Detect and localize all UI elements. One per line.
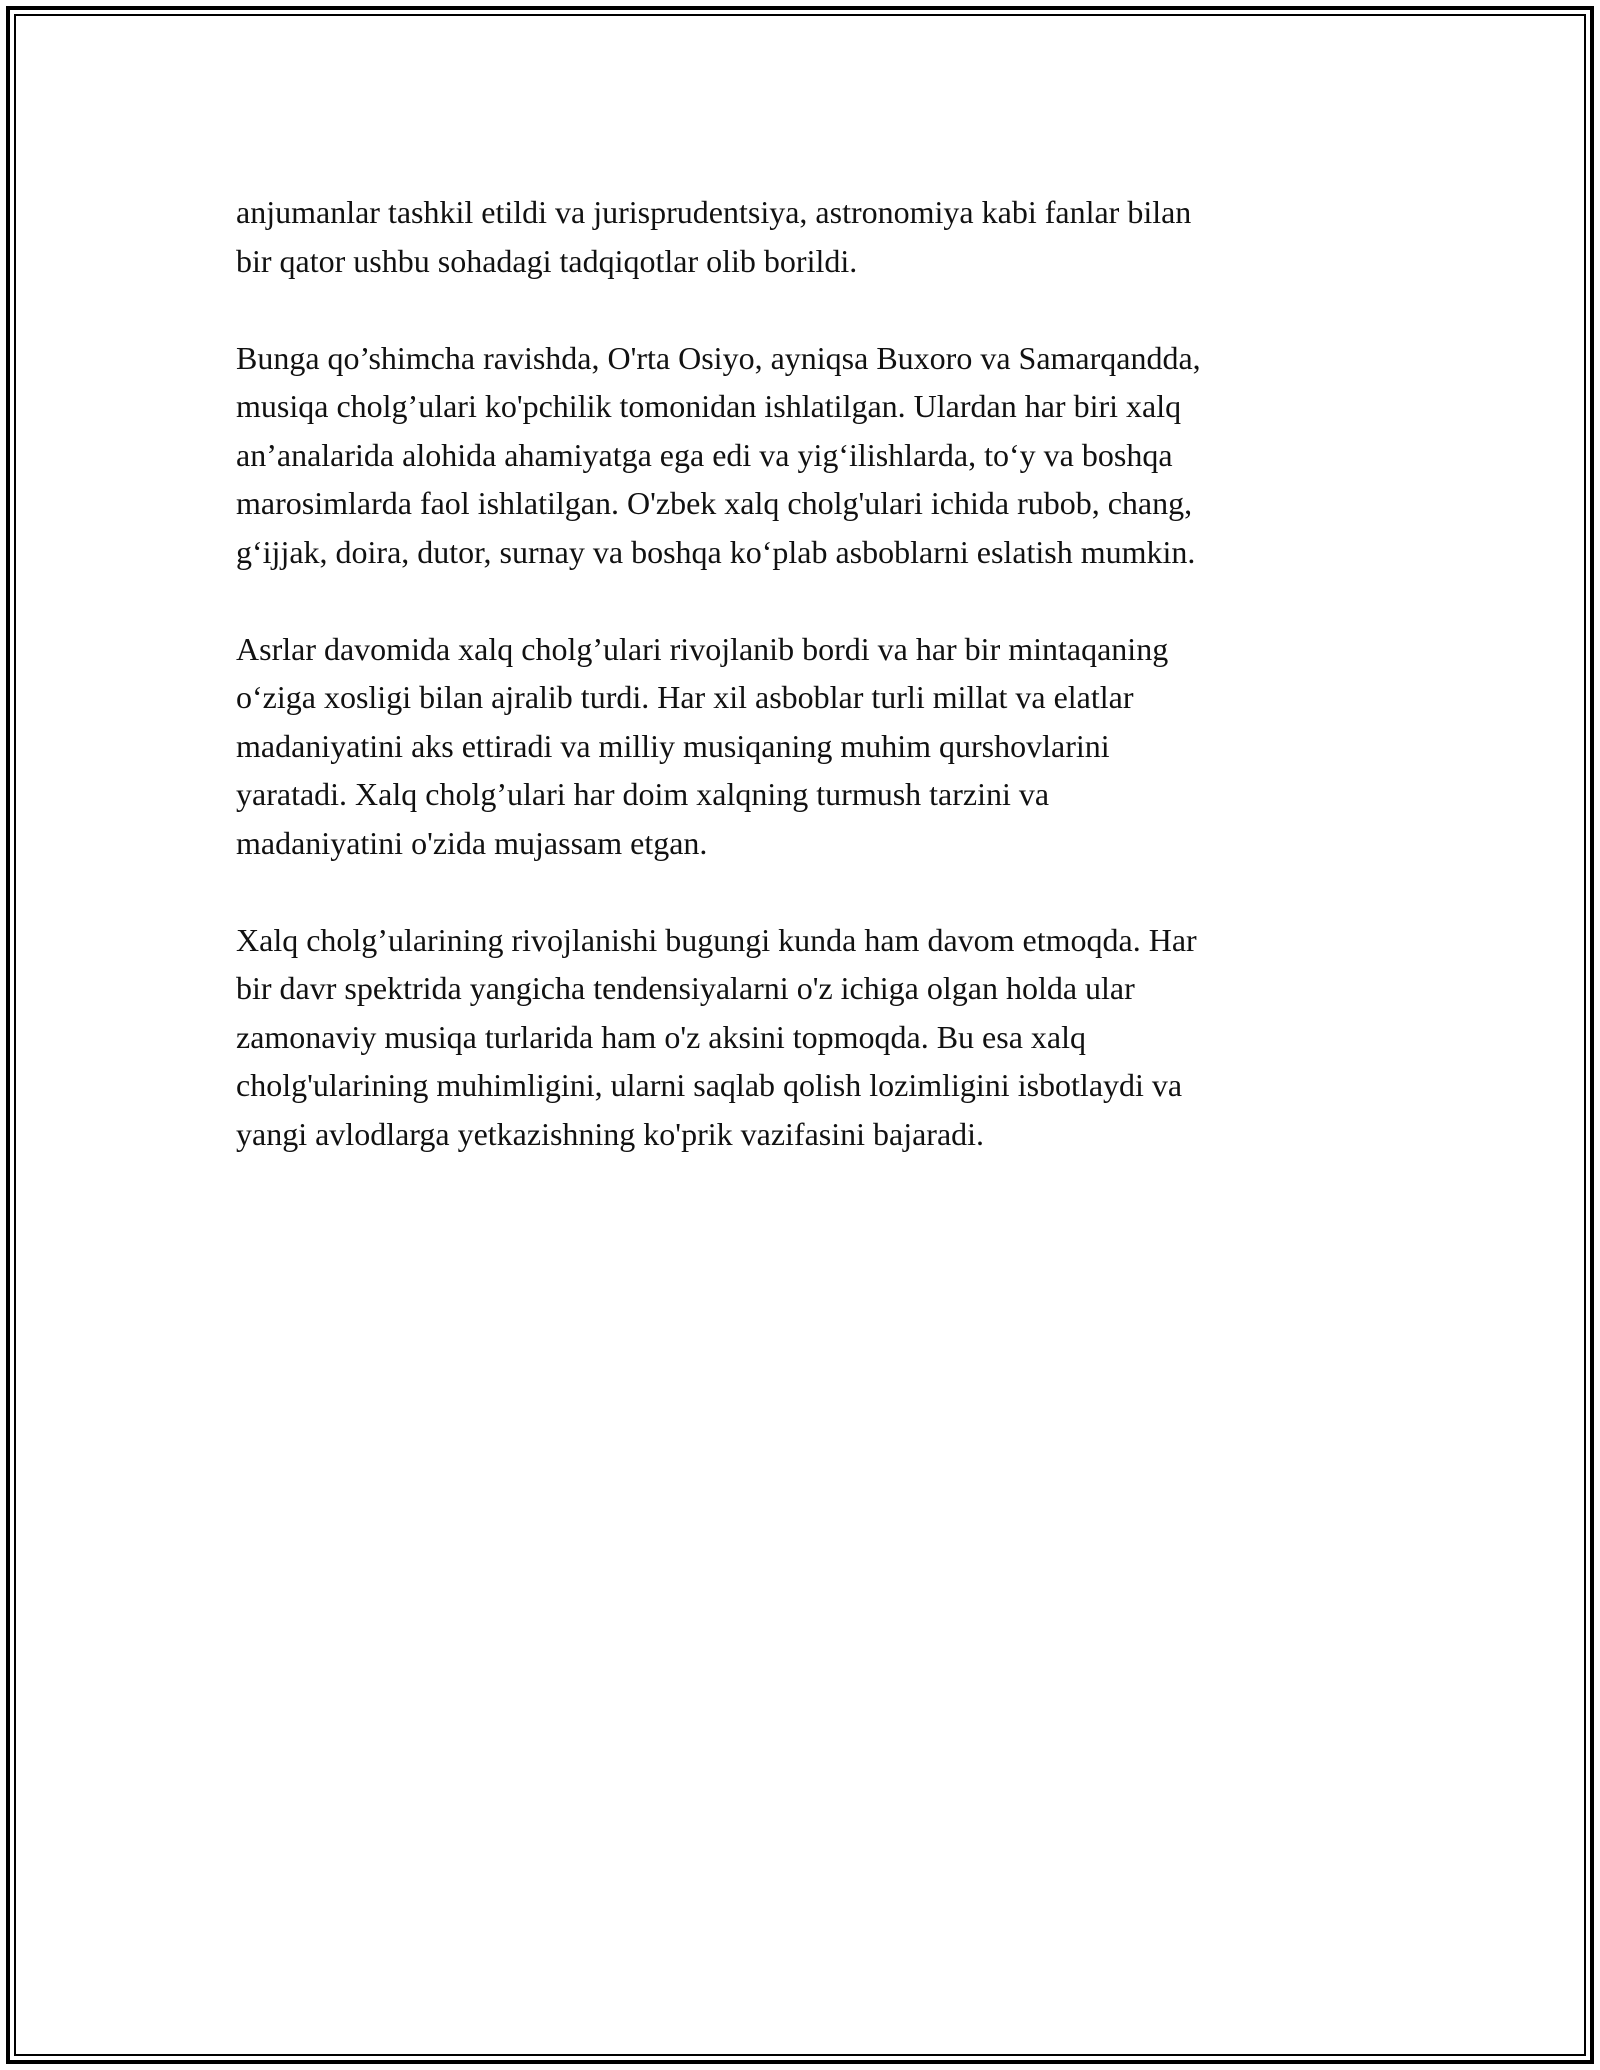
text-line: Xalq cholg’ularining rivojlanishi bugungi kunda ham davom etmoqda. Har xyxy=(236,921,1197,958)
text-line: marosimlarda faol ishlatilgan. O'zbek xalq cholg'ulari ichida rubob, chang, xyxy=(236,485,1193,521)
text-line: g‘ijjak, doira, dutor, surnay va boshqa ko‘plab asboblarni eslatish mumkin. xyxy=(236,533,1196,570)
paragraph-2 xyxy=(236,334,1376,577)
text-line: an’analarida alohida ahamiyatga ega edi va yig‘ilishlarda, to‘y va boshqa xyxy=(236,436,1173,473)
text-line: Bunga qo’shimcha ravishda, O'rta Osiyo, ayniqsa Buxoro va Samarqandda, xyxy=(236,339,1201,376)
document-body xyxy=(236,188,1376,1207)
text-line: Asrlar davomida xalq cholg’ulari rivojlanib bordi va har bir mintaqaning xyxy=(236,630,1169,667)
text-line: madaniyatini aks ettiradi va milliy musiqaning muhim qurshovlarini xyxy=(236,727,1110,764)
text-line: yaratadi. Xalq cholg’ulari har doim xalqning turmush tarzini va xyxy=(236,776,1050,812)
text-line: madaniyatini o'zida mujassam etgan. xyxy=(236,824,708,861)
text-line: zamonaviy musiqa turlarida ham o'z aksini topmoqda. Bu esa xalq xyxy=(236,1018,1086,1055)
text-line: yangi avlodlarga yetkazishning ko'prik vazifasini bajaradi. xyxy=(236,1115,985,1152)
paragraph-4 xyxy=(236,916,1376,1159)
paragraph-1 xyxy=(236,188,1376,285)
text-line: o‘ziga xosligi bilan ajralib turdi. Har xil asboblar turli millat va elatlar xyxy=(236,679,1134,715)
text-line: anjumanlar tashkil etildi va jurisprudentsiya, astronomiya kabi fanlar bilan xyxy=(236,194,1192,230)
paragraph-3 xyxy=(236,625,1376,868)
text-line: bir qator ushbu sohadagi tadqiqotlar olib borildi. xyxy=(236,242,858,279)
text-line: musiqa cholg’ulari ko'pchilik tomonidan ishlatilgan. Ulardan har biri xalq xyxy=(236,388,1182,424)
text-line: cholg'ularining muhimligini, ularni saqlab qolish lozimligini isbotlaydi va xyxy=(236,1067,1183,1103)
text-line: bir davr spektrida yangicha tendensiyalarni o'z ichiga olgan holda ular xyxy=(236,970,1135,1006)
